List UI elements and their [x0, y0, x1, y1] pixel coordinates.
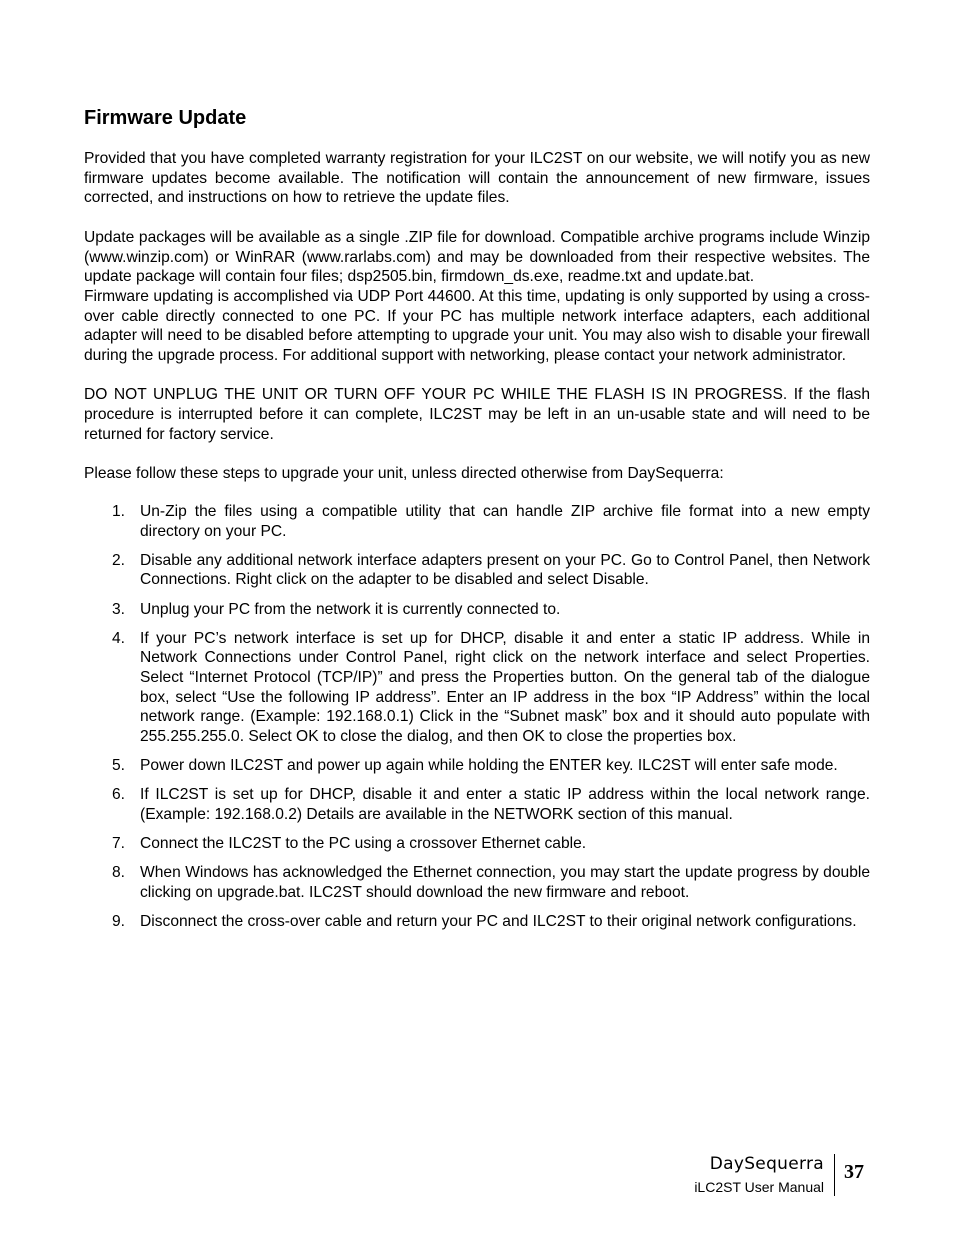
step-text: If your PC’s network interface is set up for DHCP, disable it and enter a static IP address. While in Network Connections under Control Panel, right click on the network interface and select Properties. Select “Internet Protocol (TCP/IP)” and press the Properties button. On the general tab of the dialogue box, select “Use the following IP address”. Enter an IP address in the box “IP Address” within the local network range. (Example: 192.168.0.1) Click in the “Subnet mask” box and it should auto populate with 255.255.255.0. Select OK to close the dialog, and then OK to close the properties box.: [140, 629, 870, 746]
footer-divider: [834, 1154, 835, 1196]
step-number: 4.: [112, 629, 126, 647]
step-item: [84, 834, 870, 854]
paragraph-gap: [84, 366, 870, 386]
paragraph-gap: [84, 208, 870, 228]
step-item: [84, 912, 870, 932]
step-text: Power down ILC2ST and power up again while holding the ENTER key. ILC2ST will enter safe mode.: [140, 757, 838, 775]
step-number: 8.: [112, 864, 126, 882]
paragraph-gap: [84, 445, 870, 465]
section-title: Firmware Update: [84, 107, 247, 129]
step-number: 3.: [112, 600, 126, 618]
step-text: When Windows has acknowledged the Ethernet connection, you may start the update progress by double clicking on upgrade.bat. ILC2ST should download the new firmware and reboot.: [140, 864, 870, 901]
step-text: Connect the ILC2ST to the PC using a crossover Ethernet cable.: [140, 835, 587, 853]
step-number: 1.: [112, 502, 126, 520]
step-item: [84, 551, 870, 590]
step-number: 5.: [112, 757, 126, 775]
step-item: [84, 785, 870, 824]
step-text: Disable any additional network interface adapters present on your PC. Go to Control Panel, then Network Connections. Right click on the adapter to be disabled and select Disable.: [140, 551, 870, 589]
warning-paragraph: DO NOT UNPLUG THE UNIT OR TURN OFF YOUR PC WHILE THE FLASH IS IN PROGRESS. If the flash procedure is interrupted before it can complete, ILC2ST may be left in an un-usable state and will need to be returned for factory service.: [84, 386, 870, 443]
step-item: [84, 863, 870, 902]
step-item: [84, 502, 870, 541]
paragraph-gap: [84, 484, 870, 502]
step-item: [84, 600, 870, 620]
step-text: Unplug your PC from the network it is currently connected to.: [140, 600, 561, 618]
page-number: 37: [844, 1161, 864, 1183]
brand-logo: DaySequerra: [709, 1154, 824, 1174]
step-text: If ILC2ST is set up for DHCP, disable it and enter a static IP address within the local network range. (Example: 192.168.0.2) Details are available in the NETWORK section of this manual.: [140, 786, 870, 823]
udp-paragraph: Firmware updating is accomplished via UDP Port 44600. At this time, updating is only supported by using a cross-over cable directly connected to one PC. If your PC has multiple network interface adapters, each additional adapter will need to be disabled before attempting to upgrade your unit. You may also wish to disable your firewall during the upgrade process. For additional support with networking, please contact your network administrator.: [84, 287, 870, 365]
page-footer: [694, 1152, 824, 1196]
step-text: Disconnect the cross-over cable and return your PC and ILC2ST to their original network configurations.: [140, 912, 857, 930]
step-number: 2.: [112, 551, 126, 569]
upgrade-steps-list: [84, 502, 870, 932]
page-content: [84, 105, 870, 941]
step-item: [84, 629, 870, 747]
manual-title: iLC2ST User Manual: [694, 1179, 824, 1195]
step-number: 7.: [112, 835, 126, 853]
steps-intro-paragraph: Please follow these steps to upgrade your unit, unless directed otherwise from DaySequerra:: [84, 465, 724, 483]
intro-paragraph: Provided that you have completed warranty registration for your ILC2ST on our website, we will notify you as new firmware updates become available. The notification will contain the announcement of new firmware, issues corrected, and instructions on how to retrieve the update files.: [84, 150, 870, 207]
step-number: 9.: [112, 912, 126, 930]
step-text: Un-Zip the files using a compatible utility that can handle ZIP archive file format into a new empty directory on your PC.: [140, 502, 870, 540]
step-number: 6.: [112, 786, 126, 804]
step-item: [84, 756, 870, 776]
packages-paragraph: Update packages will be available as a single .ZIP file for download. Compatible archive programs include Winzip (www.winzip.com) or WinRAR (www.rarlabs.com) and may be downloaded from their respective websites. The update package will contain four files; dsp2505.bin, firmdown_ds.exe, readme.txt and update.bat.: [84, 228, 870, 286]
